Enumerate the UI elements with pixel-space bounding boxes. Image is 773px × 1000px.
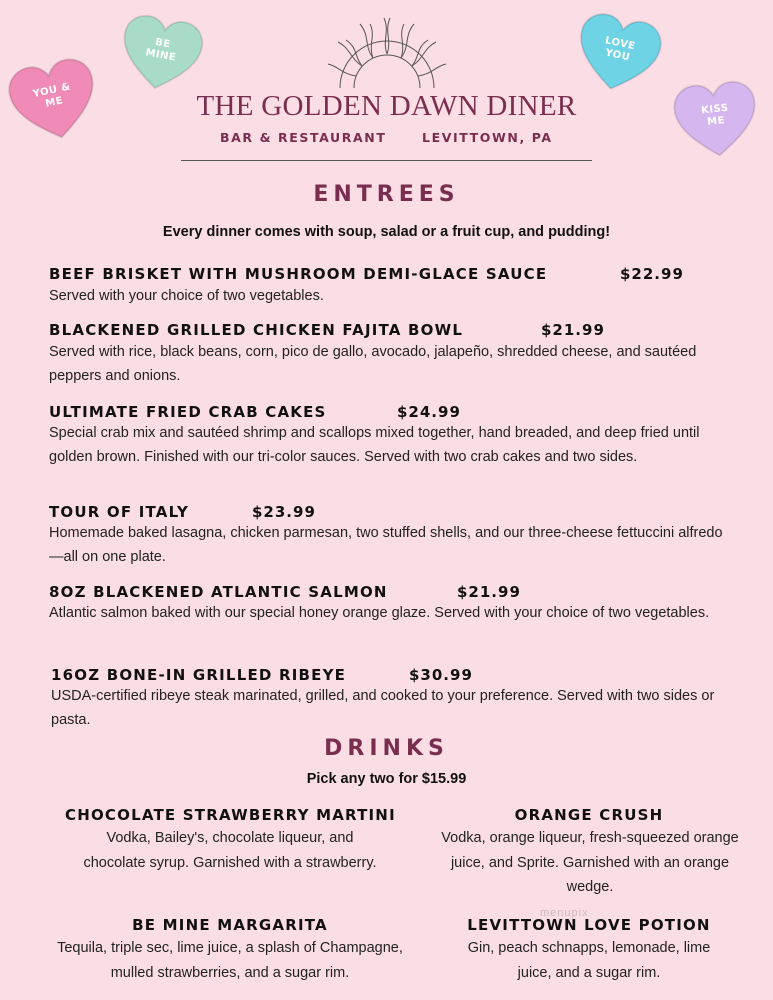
entree-description: Homemade baked lasagna, chicken parmesan, two stuffed shells, and our three-cheese fettuccini alfredo—all on one plate. — [49, 525, 723, 565]
heart-label: YOU & ME — [31, 81, 72, 110]
entree-description: Served with your choice of two vegetables. — [49, 288, 324, 304]
entree-description: USDA-certified ribeye steak marinated, grilled, and cooked to your preference. Served with two sides or pasta. — [51, 688, 715, 728]
header-divider — [181, 160, 592, 161]
drink-description: Gin, peach schnapps, lemonade, lime juice, and a sugar rim. — [467, 940, 711, 981]
restaurant-title: THE GOLDEN DAWN DINER — [196, 90, 577, 122]
entrees-note: Every dinner comes with soup, salad or a fruit cup, and pudding! — [162, 224, 611, 240]
restaurant-location: LEVITTOWN, PA — [422, 130, 553, 145]
entree-description: Special crab mix and sautéed shrimp and scallops mixed together, hand breaded, and deep fried until golden brown. Finished with our tri-color sauces. Served with two crab cakes and two sides. — [49, 425, 700, 465]
entree-name: BEEF BRISKET WITH MUSHROOM DEMI-GLACE SAUCE — [49, 265, 548, 283]
heart-label: BE MINE — [144, 36, 177, 64]
drinks-note: Pick any two for $15.99 — [306, 771, 467, 787]
watermark: menupix — [540, 907, 589, 919]
drink-name: CHOCOLATE STRAWBERRY MARTINI — [65, 806, 396, 824]
heart-label: KISS ME — [700, 102, 730, 128]
entree-price: $30.99 — [409, 666, 473, 684]
entree-name: 8OZ BLACKENED ATLANTIC SALMON — [49, 583, 388, 601]
entree-price: $23.99 — [252, 503, 316, 521]
drink-description: Vodka, Bailey's, chocolate liqueur, and chocolate syrup. Garnished with a strawberry. — [83, 830, 377, 871]
entree-price: $24.99 — [397, 403, 461, 421]
entree-price: $21.99 — [457, 583, 521, 601]
drink-description: Vodka, orange liqueur, fresh-squeezed orange juice, and Sprite. Garnished with an orange wedge. — [441, 830, 739, 895]
entree-price: $22.99 — [620, 265, 684, 283]
sunrise-logo-icon — [326, 14, 448, 90]
entree-name: 16OZ BONE-IN GRILLED RIBEYE — [51, 666, 347, 684]
entree-name: ULTIMATE FRIED CRAB CAKES — [49, 403, 327, 421]
drink-description: Tequila, triple sec, lime juice, a splash of Champagne, mulled strawberries, and a sugar rim. — [57, 940, 403, 981]
restaurant-subtitle: BAR & RESTAURANT — [220, 130, 387, 145]
entree-description: Served with rice, black beans, corn, pico de gallo, avocado, jalapeño, shredded cheese, and sautéed peppers and onions. — [49, 344, 697, 384]
drink-name: BE MINE MARGARITA — [132, 916, 328, 934]
entree-description: Atlantic salmon baked with our special honey orange glaze. Served with your choice of two vegetables. — [49, 605, 710, 621]
heart-label: LOVE YOU — [603, 35, 637, 64]
section-heading-drinks: DRINKS — [324, 736, 449, 761]
candy-heart-be-mine — [112, 7, 211, 101]
drink-name: LEVITTOWN LOVE POTION — [467, 916, 711, 934]
entree-name: BLACKENED GRILLED CHICKEN FAJITA BOWL — [49, 321, 464, 339]
entree-price: $21.99 — [541, 321, 605, 339]
drink-name: ORANGE CRUSH — [514, 806, 664, 824]
entree-name: TOUR OF ITALY — [49, 503, 190, 521]
section-heading-entrees: ENTREES — [313, 182, 460, 207]
